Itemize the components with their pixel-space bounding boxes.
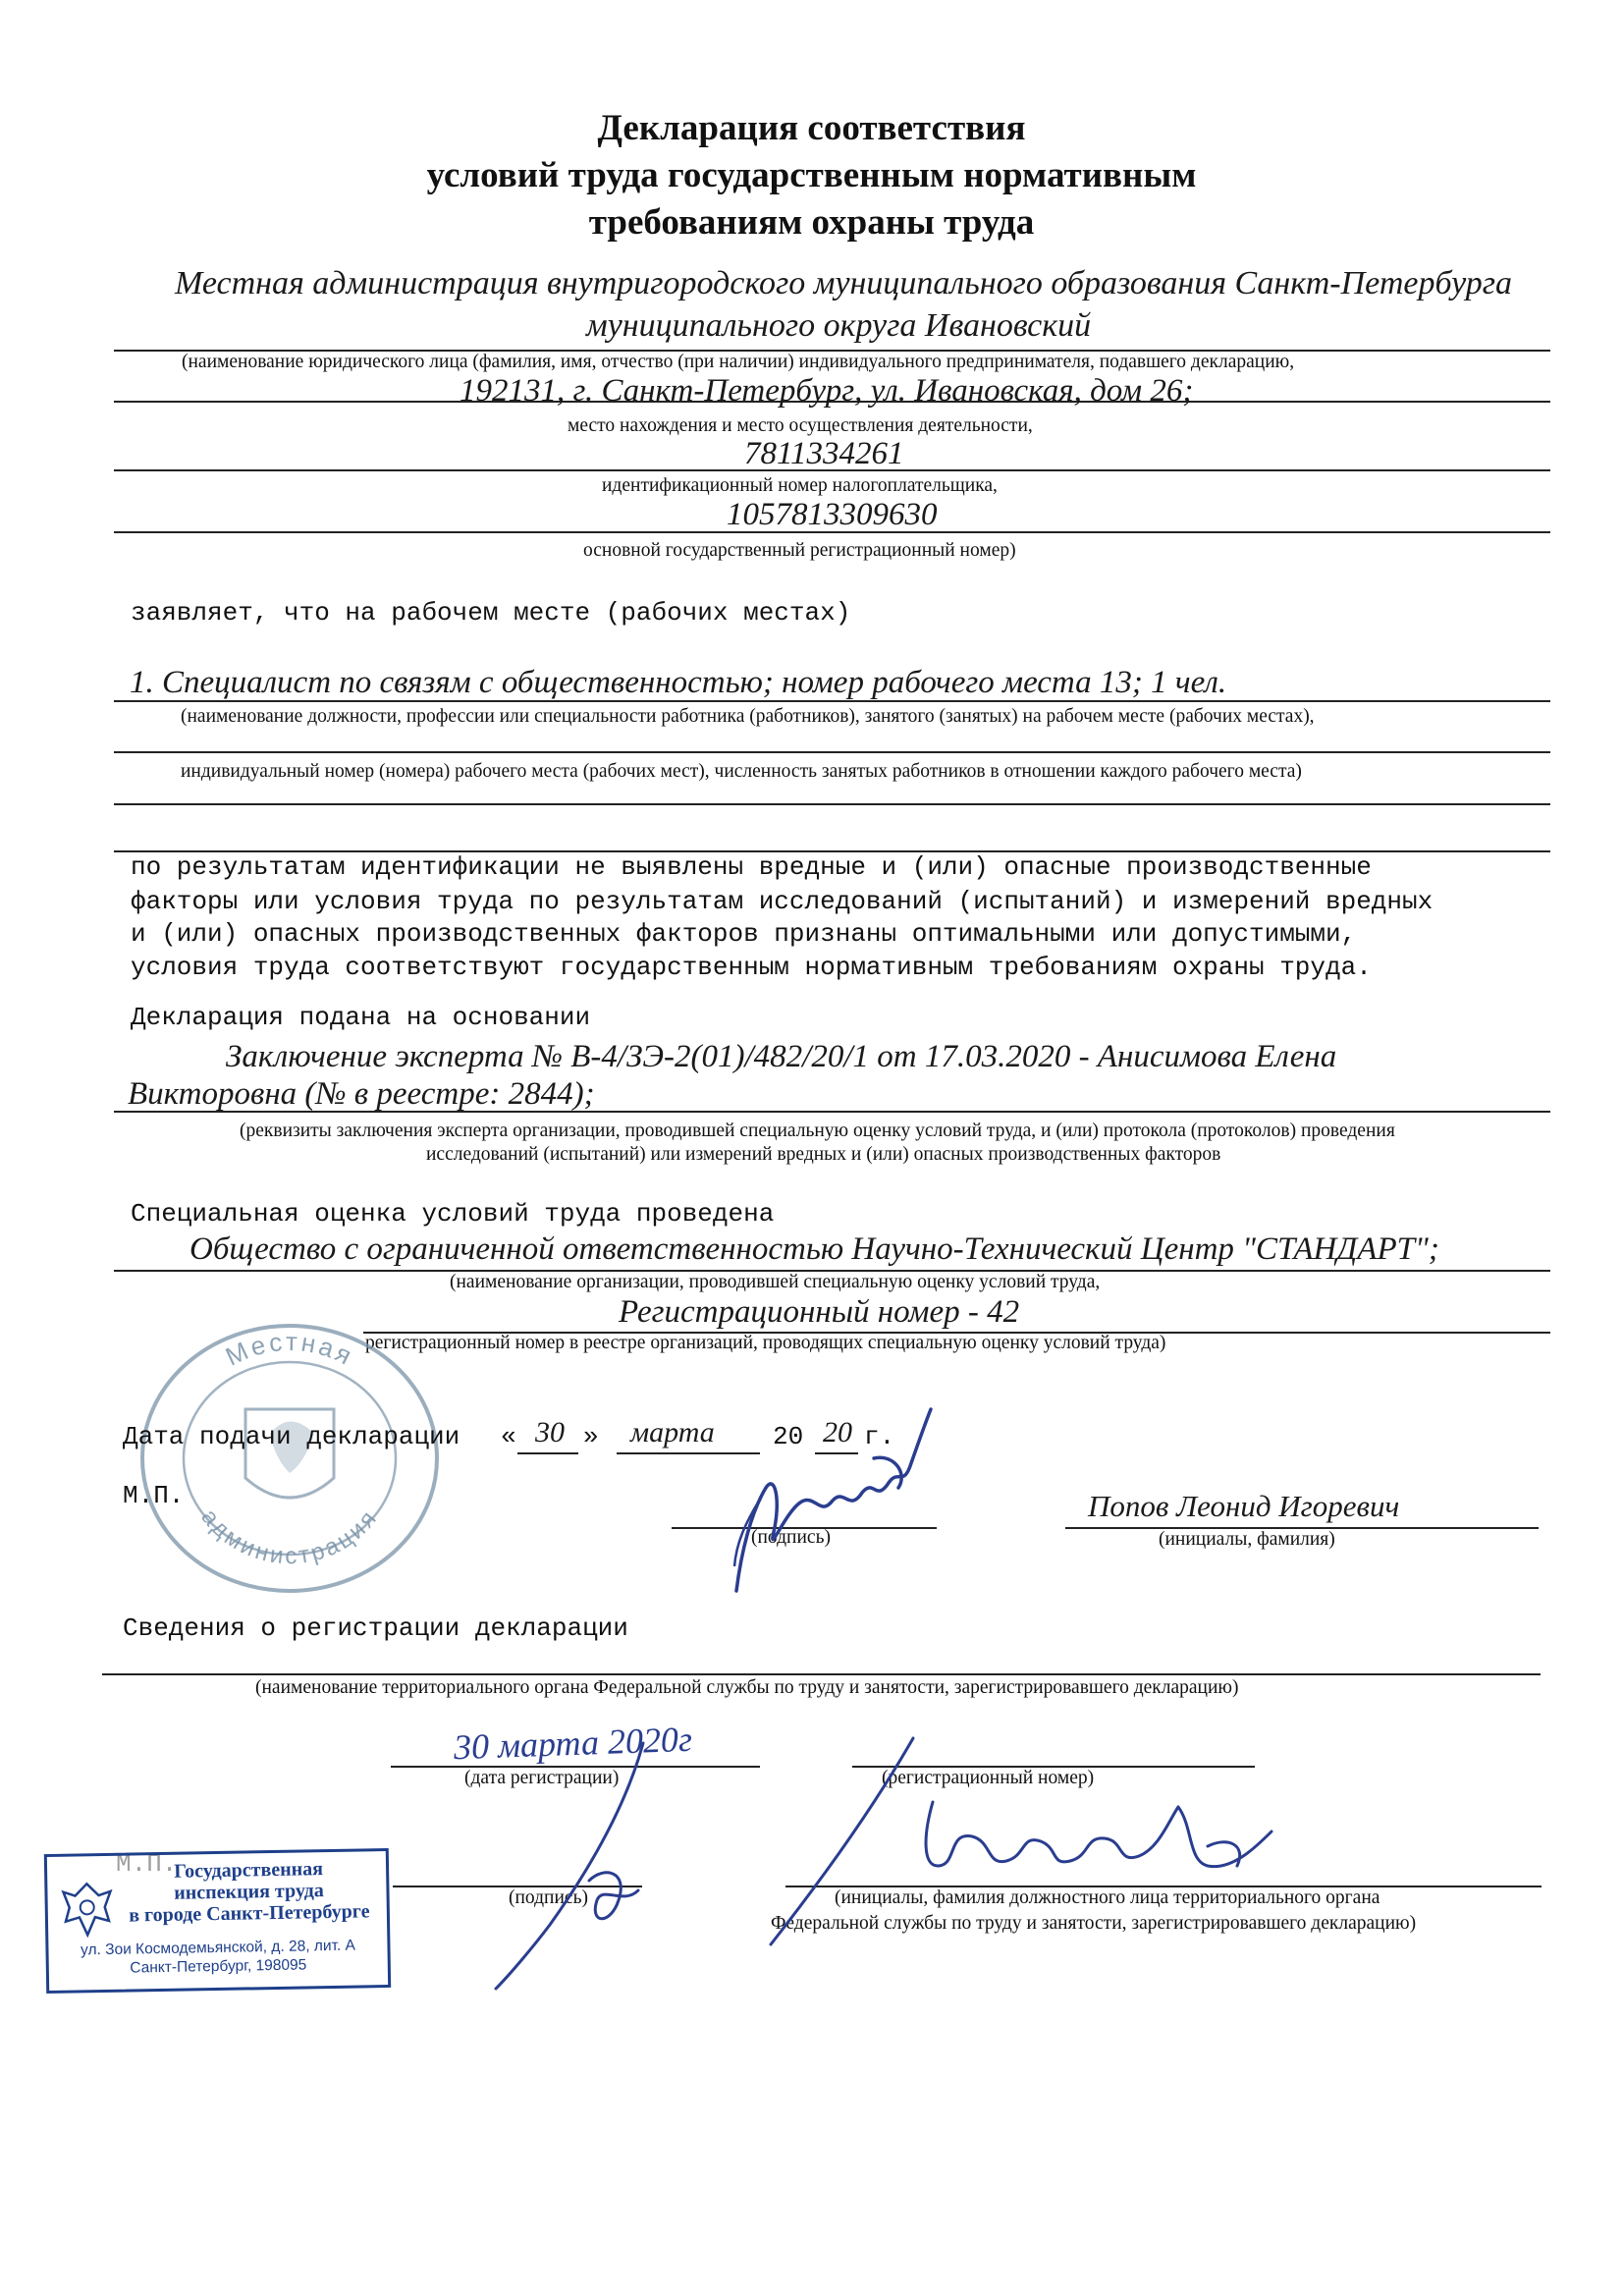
registration-signature-icon xyxy=(481,1728,707,2003)
workplace-caption-2: индивидуальный номер (номера) рабочего места (рабочих мест), численность занятых работников в отношении каждого рабочего места) xyxy=(181,761,1302,782)
submission-signature-caption: (подпись) xyxy=(751,1527,831,1548)
submission-open-quote: « xyxy=(501,1422,516,1451)
stamp-line-5: Санкт-Петербург, 198095 xyxy=(130,1956,307,1977)
registration-label: Сведения о регистрации декларации xyxy=(123,1613,628,1643)
declarant-signature-icon xyxy=(707,1394,952,1601)
assessment-label: Специальная оценка условий труда проведена xyxy=(131,1199,775,1229)
assessment-org-caption: (наименование организации, проводившей специальную оценку условий труда, xyxy=(450,1272,1101,1292)
stamp-line-2: инспекция труда xyxy=(174,1880,324,1904)
assessment-org: Общество с ограниченной ответственностью Научно-Технический Центр "СТАНДАРТ"; xyxy=(189,1231,1439,1267)
inn-caption: идентификационный номер налогоплательщика, xyxy=(602,475,998,496)
declares-text: заявляет, что на рабочем месте (рабочих местах) xyxy=(131,598,851,628)
svg-text:администрация xyxy=(195,1504,383,1570)
submission-year-prefix: 20 xyxy=(773,1422,804,1451)
title-line-2: условий труда государственным нормативным xyxy=(426,155,1197,195)
declarant-inn: 7811334261 xyxy=(744,436,904,471)
seal-bottom-text: администрация xyxy=(195,1503,384,1570)
submission-year-unit: г. xyxy=(864,1422,895,1451)
registration-official-caption-2: Федеральной службы по труду и занятости, зарегистрировавшего декларацию) xyxy=(771,1913,1417,1934)
submission-label: Дата подачи декларации xyxy=(123,1422,460,1451)
stamp-line-4: ул. Зои Космодемьянской, д. 28, лит. А xyxy=(80,1937,356,1959)
assessment-reg: Регистрационный номер - 42 xyxy=(619,1294,1020,1330)
registration-date-caption: (дата регистрации) xyxy=(464,1768,620,1788)
registration-authority-caption: (наименование территориального органа Федеральной службы по труду и занятости, зарегистрировавшего декларацию) xyxy=(255,1677,1239,1698)
seal-top-text: Местная xyxy=(220,1326,359,1372)
result-line-3: и (или) опасных производственных факторов признаны оптимальными или допустимыми, xyxy=(131,919,1357,949)
workplace-entry: 1. Специалист по связям с общественностью; номер рабочего места 13; 1 чел. xyxy=(130,665,1227,700)
submission-day: 30 xyxy=(535,1416,565,1449)
registration-date: 30 марта 2020г xyxy=(453,1719,693,1768)
workplace-rule xyxy=(114,700,1550,702)
submission-signer: Попов Леонид Игоревич xyxy=(1088,1489,1400,1523)
declarant-address: 192131, г. Санкт-Петербург, ул. Ивановская, дом 26; xyxy=(460,373,1194,409)
title-line-1: Декларация соответствия xyxy=(597,108,1026,148)
registration-number-caption: (регистрационный номер) xyxy=(882,1768,1095,1788)
ogrn-caption: основной государственный регистрационный номер) xyxy=(583,540,1016,561)
submission-close-quote: » xyxy=(583,1422,599,1451)
result-line-4: условия труда соответствуют государственным нормативным требованиям охраны труда. xyxy=(131,953,1372,982)
labor-inspection-stamp xyxy=(44,1848,391,1994)
assessment-reg-caption: регистрационный номер в реестре организаций, проводящих специальную оценку условий труда) xyxy=(365,1333,1166,1353)
title-line-3: требованиям охраны труда xyxy=(588,202,1035,243)
declarant-name-caption: (наименование юридического лица (фамилия, имя, отчество (при наличии) индивидуального предпринимателя, подавшего декларацию, xyxy=(182,352,1295,372)
registration-official-caption-1: (инициалы, фамилия должностного лица территориального органа xyxy=(835,1887,1380,1908)
address-caption: место нахождения и место осуществления деятельности, xyxy=(568,415,1033,436)
declarant-name-line-1: Местная администрация внутригородского муниципального образования Санкт-Петербурга xyxy=(175,265,1513,301)
stamp-line-1: Государственная xyxy=(174,1858,324,1883)
submission-mp: М.П. xyxy=(123,1481,185,1510)
official-signature-icon xyxy=(746,1728,1296,1954)
registration-authority-rule xyxy=(102,1673,1541,1675)
submission-year-suffix: 20 xyxy=(823,1416,852,1449)
result-line-2: факторы или условия труда по результатам исследований (испытаний) и измерений вредных xyxy=(131,887,1434,916)
submission-month: марта xyxy=(630,1416,715,1449)
submission-signer-caption: (инициалы, фамилия) xyxy=(1159,1529,1335,1550)
basis-text-line-2: Викторовна (№ в реестре: 2844); xyxy=(128,1076,595,1112)
declarant-ogrn: 1057813309630 xyxy=(727,497,938,532)
workplace-rule-3 xyxy=(114,803,1550,805)
basis-label: Декларация подана на основании xyxy=(131,1003,591,1032)
submission-day-rule xyxy=(517,1452,578,1454)
stamp-line-3: в городе Санкт-Петербурге xyxy=(129,1900,370,1927)
municipal-seal-icon xyxy=(133,1316,447,1601)
basis-caption-1: (реквизиты заключения эксперта организации, проводившей специальную оценку условий труда, и (или) протокола (протоколов) проведения xyxy=(240,1121,1395,1141)
eagle-emblem-icon xyxy=(57,1876,117,1945)
workplace-rule-2 xyxy=(114,751,1550,753)
basis-rule xyxy=(114,1111,1550,1113)
basis-text-line-1: Заключение эксперта № В-4/ЗЭ-2(01)/482/20/1 от 17.03.2020 - Анисимова Елена xyxy=(226,1039,1337,1074)
result-line-1: по результатам идентификации не выявлены вредные и (или) опасные производственные xyxy=(131,852,1372,882)
workplace-caption-1: (наименование должности, профессии или специальности работника (работников), занятого (занятых) на рабочем месте (рабочих местах), xyxy=(181,706,1315,727)
basis-caption-2: исследований (испытаний) или измерений вредных и (или) опасных производственных факторов xyxy=(426,1144,1221,1165)
declarant-name-line-2: муниципального округа Ивановский xyxy=(586,307,1092,344)
registration-signature-caption: (подпись) xyxy=(509,1887,588,1908)
